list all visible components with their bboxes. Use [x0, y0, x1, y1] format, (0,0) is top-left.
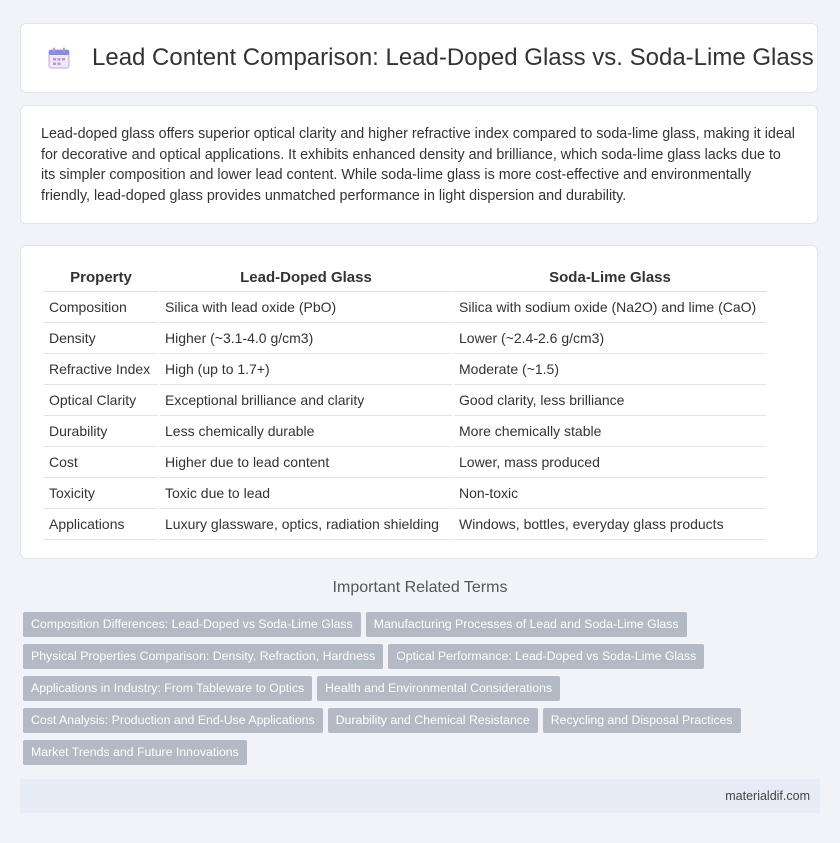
table-row [44, 354, 766, 385]
footer-site-link[interactable]: materialdif.com [725, 789, 810, 803]
lead-doped-cell: Toxic due to lead [160, 478, 452, 509]
property-cell: Durability [44, 416, 158, 447]
related-terms-title: Important Related Terms [332, 579, 508, 596]
table-row [44, 478, 766, 509]
header-property: Property [44, 263, 158, 292]
soda-lime-cell: Silica with sodium oxide (Na2O) and lime (CaO) [454, 292, 766, 323]
related-term-tag[interactable]: Manufacturing Processes of Lead and Soda-Lime Glass [366, 612, 687, 637]
header-lead-doped: Lead-Doped Glass [160, 263, 452, 292]
comparison-table [42, 263, 768, 540]
lead-doped-cell: Higher (~3.1-4.0 g/cm3) [160, 323, 452, 354]
related-terms-list [23, 612, 813, 772]
related-term-tag[interactable]: Market Trends and Future Innovations [23, 740, 247, 765]
lead-doped-cell: Exceptional brilliance and clarity [160, 385, 452, 416]
property-cell: Density [44, 323, 158, 354]
table-row [44, 416, 766, 447]
property-cell: Optical Clarity [44, 385, 158, 416]
table-row [44, 447, 766, 478]
lead-doped-cell: Silica with lead oxide (PbO) [160, 292, 452, 323]
summary-card [20, 105, 818, 224]
related-term-tag[interactable]: Physical Properties Comparison: Density, Refraction, Hardness [23, 644, 383, 669]
page-title: Lead Content Comparison: Lead-Doped Glass vs. Soda-Lime Glass [92, 44, 814, 71]
related-term-tag[interactable]: Health and Environmental Considerations [317, 676, 560, 701]
property-cell: Composition [44, 292, 158, 323]
related-term-tag[interactable]: Applications in Industry: From Tableware to Optics [23, 676, 312, 701]
related-term-tag[interactable]: Durability and Chemical Resistance [328, 708, 538, 733]
table-header-row [44, 263, 766, 292]
property-cell: Refractive Index [44, 354, 158, 385]
soda-lime-cell: Lower (~2.4-2.6 g/cm3) [454, 323, 766, 354]
table-row [44, 385, 766, 416]
related-term-tag[interactable]: Recycling and Disposal Practices [543, 708, 741, 733]
header-soda-lime: Soda-Lime Glass [454, 263, 766, 292]
property-cell: Applications [44, 509, 158, 540]
lead-doped-cell: Higher due to lead content [160, 447, 452, 478]
soda-lime-cell: Lower, mass produced [454, 447, 766, 478]
calendar-icon [47, 46, 71, 70]
lead-doped-cell: High (up to 1.7+) [160, 354, 452, 385]
table-row [44, 509, 766, 540]
property-cell: Cost [44, 447, 158, 478]
lead-doped-cell: Luxury glassware, optics, radiation shielding [160, 509, 452, 540]
soda-lime-cell: Non-toxic [454, 478, 766, 509]
summary-text: Lead-doped glass offers superior optical clarity and higher refractive index compared to soda-lime glass, making it ideal for decorative and optical applications. It exhibits enhanced density and brilliance, which soda-lime glass lacks due to its simpler composition and lower lead content. While soda-lime glass is more cost-effective and environmentally friendly, lead-doped glass provides unmatched performance in light dispersion and durability. [41, 126, 795, 204]
header-card [20, 23, 818, 93]
footer [20, 779, 820, 813]
related-term-tag[interactable]: Composition Differences: Lead-Doped vs Soda-Lime Glass [23, 612, 361, 637]
related-term-tag[interactable]: Optical Performance: Lead-Doped vs Soda-Lime Glass [388, 644, 704, 669]
comparison-table-card [20, 245, 818, 559]
soda-lime-cell: Good clarity, less brilliance [454, 385, 766, 416]
property-cell: Toxicity [44, 478, 158, 509]
table-row [44, 323, 766, 354]
soda-lime-cell: More chemically stable [454, 416, 766, 447]
soda-lime-cell: Windows, bottles, everyday glass products [454, 509, 766, 540]
table-row [44, 292, 766, 323]
lead-doped-cell: Less chemically durable [160, 416, 452, 447]
soda-lime-cell: Moderate (~1.5) [454, 354, 766, 385]
related-term-tag[interactable]: Cost Analysis: Production and End-Use Applications [23, 708, 323, 733]
